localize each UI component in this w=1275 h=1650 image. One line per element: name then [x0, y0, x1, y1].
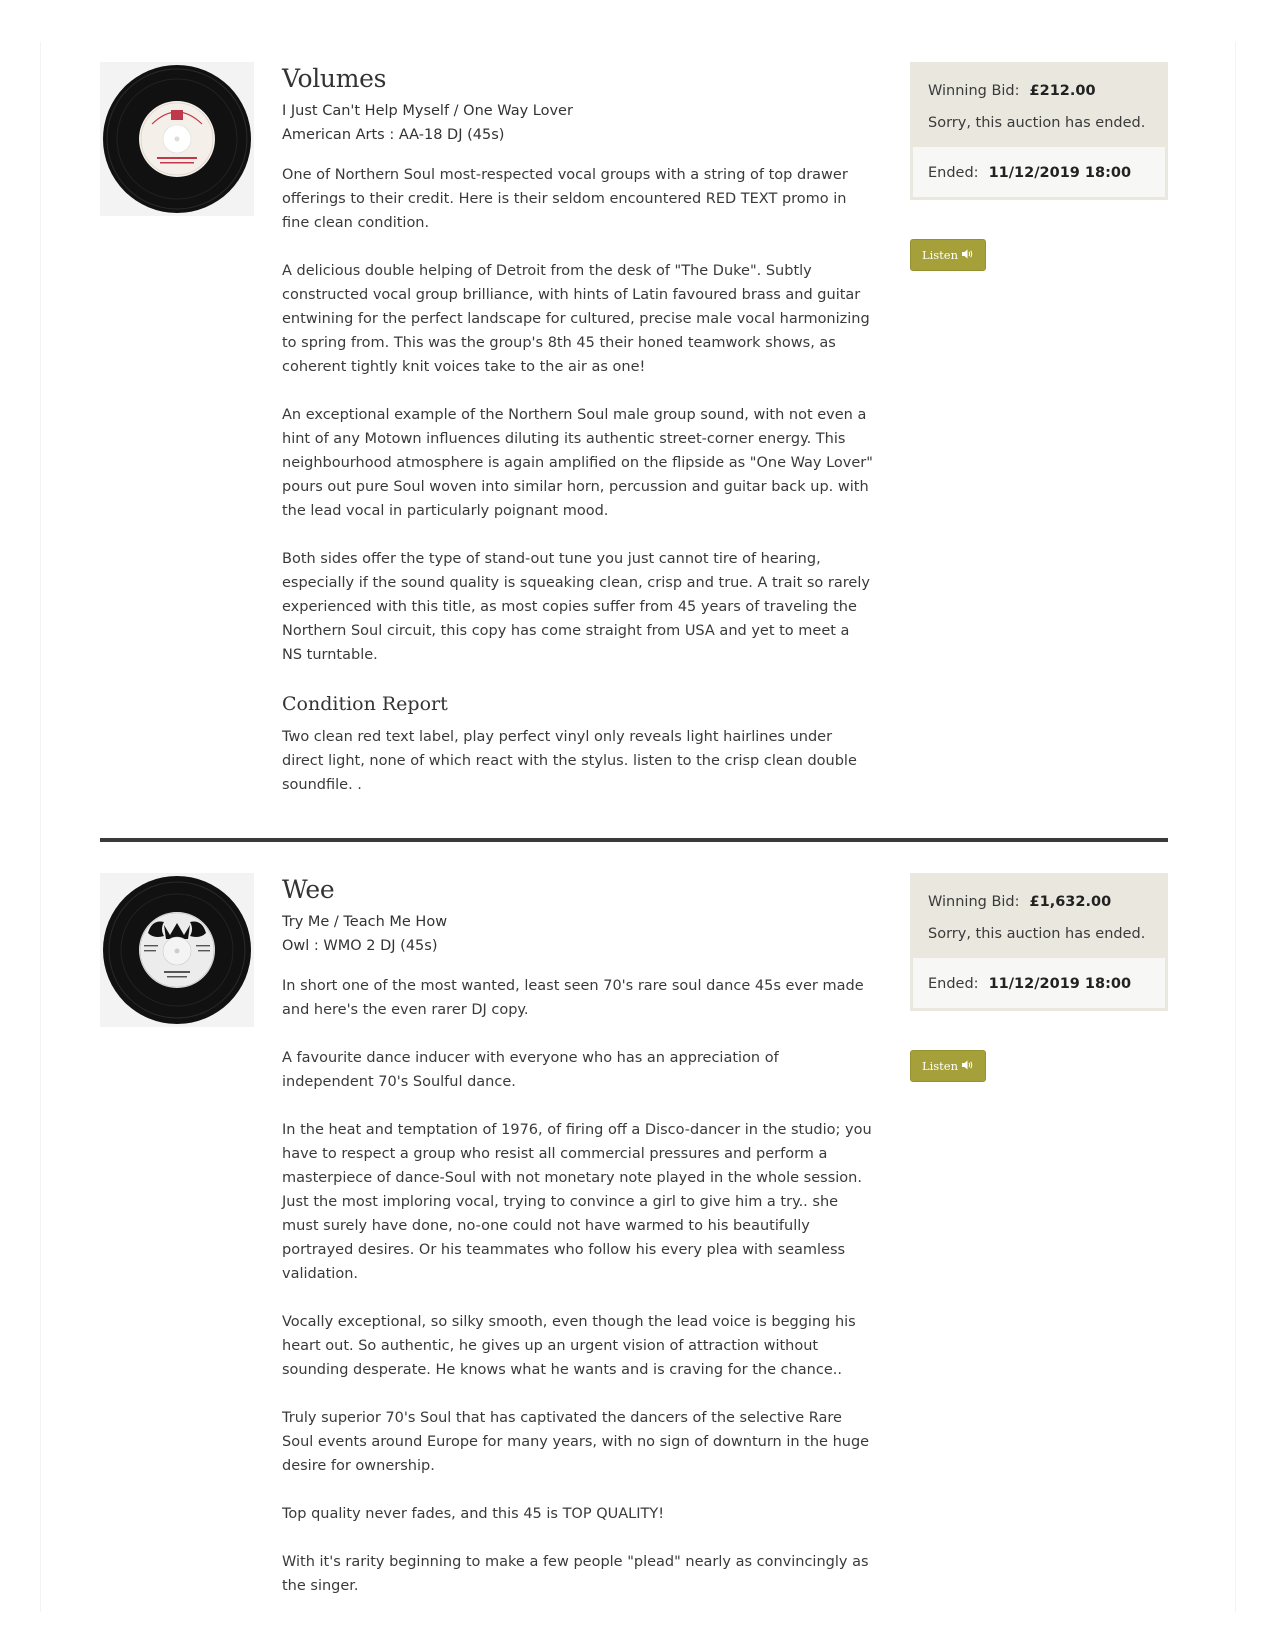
- description-paragraph: One of Northern Soul most-respected vocal groups with a string of top drawer offerings to their credit. Here is their seldom encountered RED TEXT promo in fine clean condition.: [282, 167, 848, 231]
- ended-value: 11/12/2019 18:00: [988, 165, 1132, 181]
- listen-button[interactable]: [910, 1050, 986, 1082]
- winning-bid-label: Winning Bid:: [928, 894, 1020, 910]
- record-image[interactable]: [100, 873, 254, 1027]
- ended-row: [913, 958, 1165, 1008]
- vinyl-record-icon: [100, 62, 254, 216]
- ended-label: Ended:: [928, 165, 979, 181]
- condition-report-heading: Condition Report: [282, 693, 448, 715]
- description-paragraph: A favourite dance inducer with everyone who has an appreciation of independent 70's Soulful dance.: [282, 1050, 779, 1090]
- condition-report-text: Two clean red text label, play perfect vinyl only reveals light hairlines under direct light, none of which react with the stylus. listen to the crisp clean double soundfile. .: [282, 729, 857, 793]
- description-paragraph: Both sides offer the type of stand-out tune you just cannot tire of hearing, especially if the sound quality is squeaking clean, crisp and true. A trait so rarely experienced with this title, as most copies suffer from 45 years of traveling the Northern Soul circuit, this copy has come straight from USA and yet to meet a NS turntable.: [282, 551, 870, 663]
- description-paragraph: Truly superior 70's Soul that has captivated the dancers of the selective Rare Soul events around Europe for many years, with no sign of downturn in the huge desire for ownership.: [282, 1410, 870, 1474]
- ended-value: 11/12/2019 18:00: [988, 976, 1132, 992]
- listen-button[interactable]: [910, 239, 986, 271]
- auction-status: Sorry, this auction has ended.: [928, 115, 1146, 131]
- winning-bid-row: [928, 79, 1150, 103]
- speaker-icon: [962, 248, 974, 262]
- speaker-icon: [962, 1059, 974, 1073]
- record-title: Try Me / Teach Me How: [282, 914, 448, 930]
- description-paragraph: In the heat and temptation of 1976, of firing off a Disco-dancer in the studio; you have to respect a group who resist all commercial pressures and perform a masterpiece of dance-Soul with not monetary note played in the whole session. Just the most imploring vocal, trying to convince a girl to give him a try.. she must surely have done, no-one could not have warmed to his beautifully portrayed desires. Or his teammates who follow his every plea with seamless validation.: [282, 1122, 872, 1282]
- bid-panel: [910, 62, 1168, 200]
- record-label: American Arts : AA-18 DJ (45s): [282, 127, 505, 143]
- record-image[interactable]: [100, 62, 254, 216]
- artist-name[interactable]: Wee: [282, 875, 335, 904]
- description-paragraph: An exceptional example of the Northern Soul male group sound, with not even a hint of any Motown influences diluting its authentic street-corner energy. This neighbourhood atmosphere is again amplified on the flipside as "One Way Lover" pours out pure Soul woven into similar horn, percussion and guitar back up. with the lead vocal in particularly poignant mood.: [282, 407, 873, 519]
- lot-details: [282, 62, 874, 797]
- vinyl-record-icon: [100, 873, 254, 1027]
- description-paragraph: In short one of the most wanted, least seen 70's rare soul dance 45s ever made and here's the even rarer DJ copy.: [282, 978, 864, 1018]
- artist-name[interactable]: Volumes: [282, 64, 387, 93]
- description-paragraph: With it's rarity beginning to make a few people "plead" nearly as convincingly as the singer.: [282, 1554, 869, 1594]
- ended-label: Ended:: [928, 976, 979, 992]
- bid-panel: [910, 873, 1168, 1011]
- winning-bid-value: £212.00: [1029, 83, 1096, 99]
- description-paragraph: A delicious double helping of Detroit from the desk of "The Duke". Subtly constructed vocal group brilliance, with hints of Latin favoured brass and guitar entwining for the perfect landscape for cultured, precise male vocal harmonizing to spring from. This was the group's 8th 45 their honed teamwork shows, as coherent tightly knit voices take to the air as one!: [282, 263, 870, 375]
- auction-status: Sorry, this auction has ended.: [928, 926, 1146, 942]
- lot-divider: [100, 838, 1168, 842]
- winning-bid-row: [928, 890, 1150, 914]
- ended-row: [913, 147, 1165, 197]
- listen-label: Listen: [921, 1059, 959, 1073]
- record-label: Owl : WMO 2 DJ (45s): [282, 938, 438, 954]
- listen-label: Listen: [921, 248, 959, 262]
- winning-bid-value: £1,632.00: [1029, 894, 1112, 910]
- winning-bid-label: Winning Bid:: [928, 83, 1020, 99]
- description-paragraph: Vocally exceptional, so silky smooth, even though the lead voice is begging his heart out. So authentic, he gives up an urgent vision of attraction without sounding desperate. He knows what he wants and is craving for the chance..: [282, 1314, 856, 1378]
- record-title: I Just Can't Help Myself / One Way Lover: [282, 103, 573, 119]
- description-paragraph: Top quality never fades, and this 45 is TOP QUALITY!: [282, 1506, 665, 1522]
- lot-details: [282, 873, 874, 1598]
